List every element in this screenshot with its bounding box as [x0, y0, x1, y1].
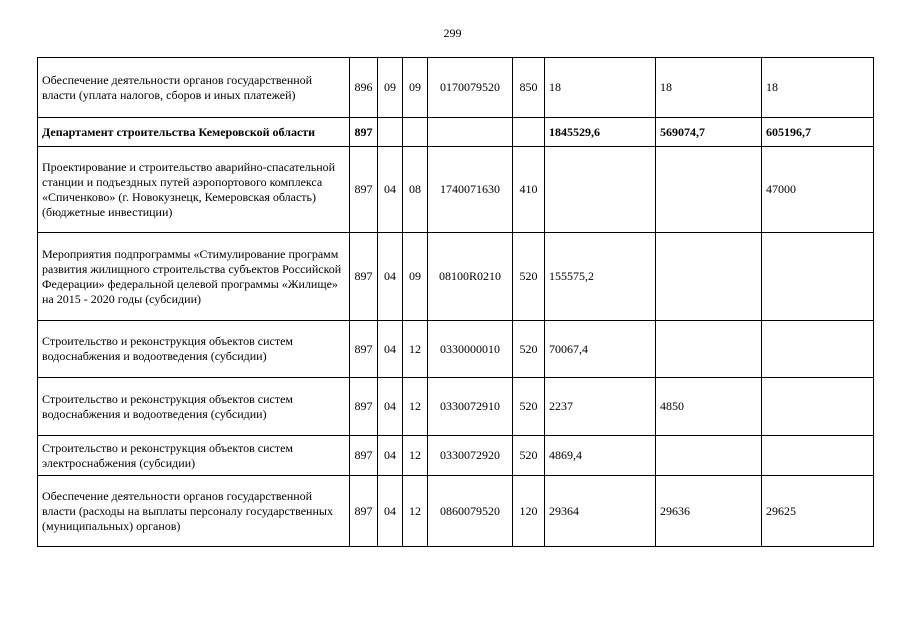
table-row [38, 378, 874, 436]
target-article-cell: 0330000010 [428, 321, 513, 378]
ministry-code-cell: 897 [350, 436, 378, 476]
amount-year3-cell [762, 233, 874, 321]
section-code-cell: 04 [378, 147, 403, 233]
target-article-cell: 0330072910 [428, 378, 513, 436]
ministry-code-cell: 896 [350, 58, 378, 118]
section-code-cell: 04 [378, 476, 403, 547]
amount-year3-cell [762, 378, 874, 436]
ministry-code-cell: 897 [350, 118, 378, 147]
amount-year1-cell: 1845529,6 [545, 118, 656, 147]
target-article-cell: 1740071630 [428, 147, 513, 233]
expense-type-cell: 520 [513, 378, 545, 436]
table-row [38, 321, 874, 378]
amount-year3-cell: 605196,7 [762, 118, 874, 147]
expense-type-cell: 120 [513, 476, 545, 547]
subsection-code-cell: 12 [403, 321, 428, 378]
amount-year3-cell [762, 321, 874, 378]
section-code-cell: 09 [378, 58, 403, 118]
subsection-code-cell [403, 118, 428, 147]
amount-year1-cell: 70067,4 [545, 321, 656, 378]
subsection-code-cell: 12 [403, 378, 428, 436]
amount-year1-cell: 29364 [545, 476, 656, 547]
amount-year2-cell: 29636 [656, 476, 762, 547]
amount-year1-cell: 18 [545, 58, 656, 118]
table-row [38, 233, 874, 321]
table-row [38, 476, 874, 547]
amount-year1-cell: 155575,2 [545, 233, 656, 321]
expense-name-cell: Мероприятия подпрограммы «Стимулирование программ развития жилищного строительства субъектов Российской Федерации» федеральной целевой программы «Жилище» на 2015 - 2020 годы (субсидии) [38, 233, 350, 321]
expense-type-cell: 410 [513, 147, 545, 233]
table-row [38, 436, 874, 476]
amount-year3-cell [762, 436, 874, 476]
expense-type-cell: 520 [513, 436, 545, 476]
table-body [38, 58, 874, 547]
section-code-cell [378, 118, 403, 147]
target-article-cell: 0860079520 [428, 476, 513, 547]
section-code-cell: 04 [378, 321, 403, 378]
amount-year2-cell: 569074,7 [656, 118, 762, 147]
expense-type-cell [513, 118, 545, 147]
expense-name-cell: Обеспечение деятельности органов государственной власти (расходы на выплаты персоналу государственных (муниципальных) органов) [38, 476, 350, 547]
target-article-cell: 0170079520 [428, 58, 513, 118]
expense-name-cell: Обеспечение деятельности органов государственной власти (уплата налогов, сборов и иных платежей) [38, 58, 350, 118]
amount-year3-cell: 47000 [762, 147, 874, 233]
amount-year1-cell: 4869,4 [545, 436, 656, 476]
subsection-code-cell: 12 [403, 476, 428, 547]
amount-year2-cell: 4850 [656, 378, 762, 436]
ministry-code-cell: 897 [350, 476, 378, 547]
target-article-cell: 0330072920 [428, 436, 513, 476]
expense-type-cell: 850 [513, 58, 545, 118]
target-article-cell [428, 118, 513, 147]
page-number: 299 [443, 26, 462, 40]
expense-name-cell: Проектирование и строительство аварийно-спасательной станции и подъездных путей аэропортового комплекса «Спиченково» (г. Новокузнецк, Кемеровская область) (бюджетные инвестиции) [38, 147, 350, 233]
expense-name-cell: Департамент строительства Кемеровской области [38, 118, 350, 147]
expense-type-cell: 520 [513, 321, 545, 378]
amount-year2-cell [656, 147, 762, 233]
subsection-code-cell: 12 [403, 436, 428, 476]
ministry-code-cell: 897 [350, 321, 378, 378]
ministry-code-cell: 897 [350, 378, 378, 436]
budget-table [37, 57, 874, 547]
amount-year1-cell: 2237 [545, 378, 656, 436]
amount-year2-cell: 18 [656, 58, 762, 118]
subsection-code-cell: 09 [403, 58, 428, 118]
expense-type-cell: 520 [513, 233, 545, 321]
subsection-code-cell: 09 [403, 233, 428, 321]
table-row [38, 118, 874, 147]
target-article-cell: 08100R0210 [428, 233, 513, 321]
section-code-cell: 04 [378, 378, 403, 436]
amount-year2-cell [656, 321, 762, 378]
ministry-code-cell: 897 [350, 233, 378, 321]
expense-name-cell: Строительство и реконструкция объектов систем электроснабжения (субсидии) [38, 436, 350, 476]
amount-year1-cell [545, 147, 656, 233]
expense-name-cell: Строительство и реконструкция объектов систем водоснабжения и водоотведения (субсидии) [38, 321, 350, 378]
amount-year2-cell [656, 233, 762, 321]
amount-year3-cell: 18 [762, 58, 874, 118]
amount-year2-cell [656, 436, 762, 476]
subsection-code-cell: 08 [403, 147, 428, 233]
table-row [38, 58, 874, 118]
amount-year3-cell: 29625 [762, 476, 874, 547]
section-code-cell: 04 [378, 233, 403, 321]
expense-name-cell: Строительство и реконструкция объектов систем водоснабжения и водоотведения (субсидии) [38, 378, 350, 436]
section-code-cell: 04 [378, 436, 403, 476]
ministry-code-cell: 897 [350, 147, 378, 233]
table-row [38, 147, 874, 233]
